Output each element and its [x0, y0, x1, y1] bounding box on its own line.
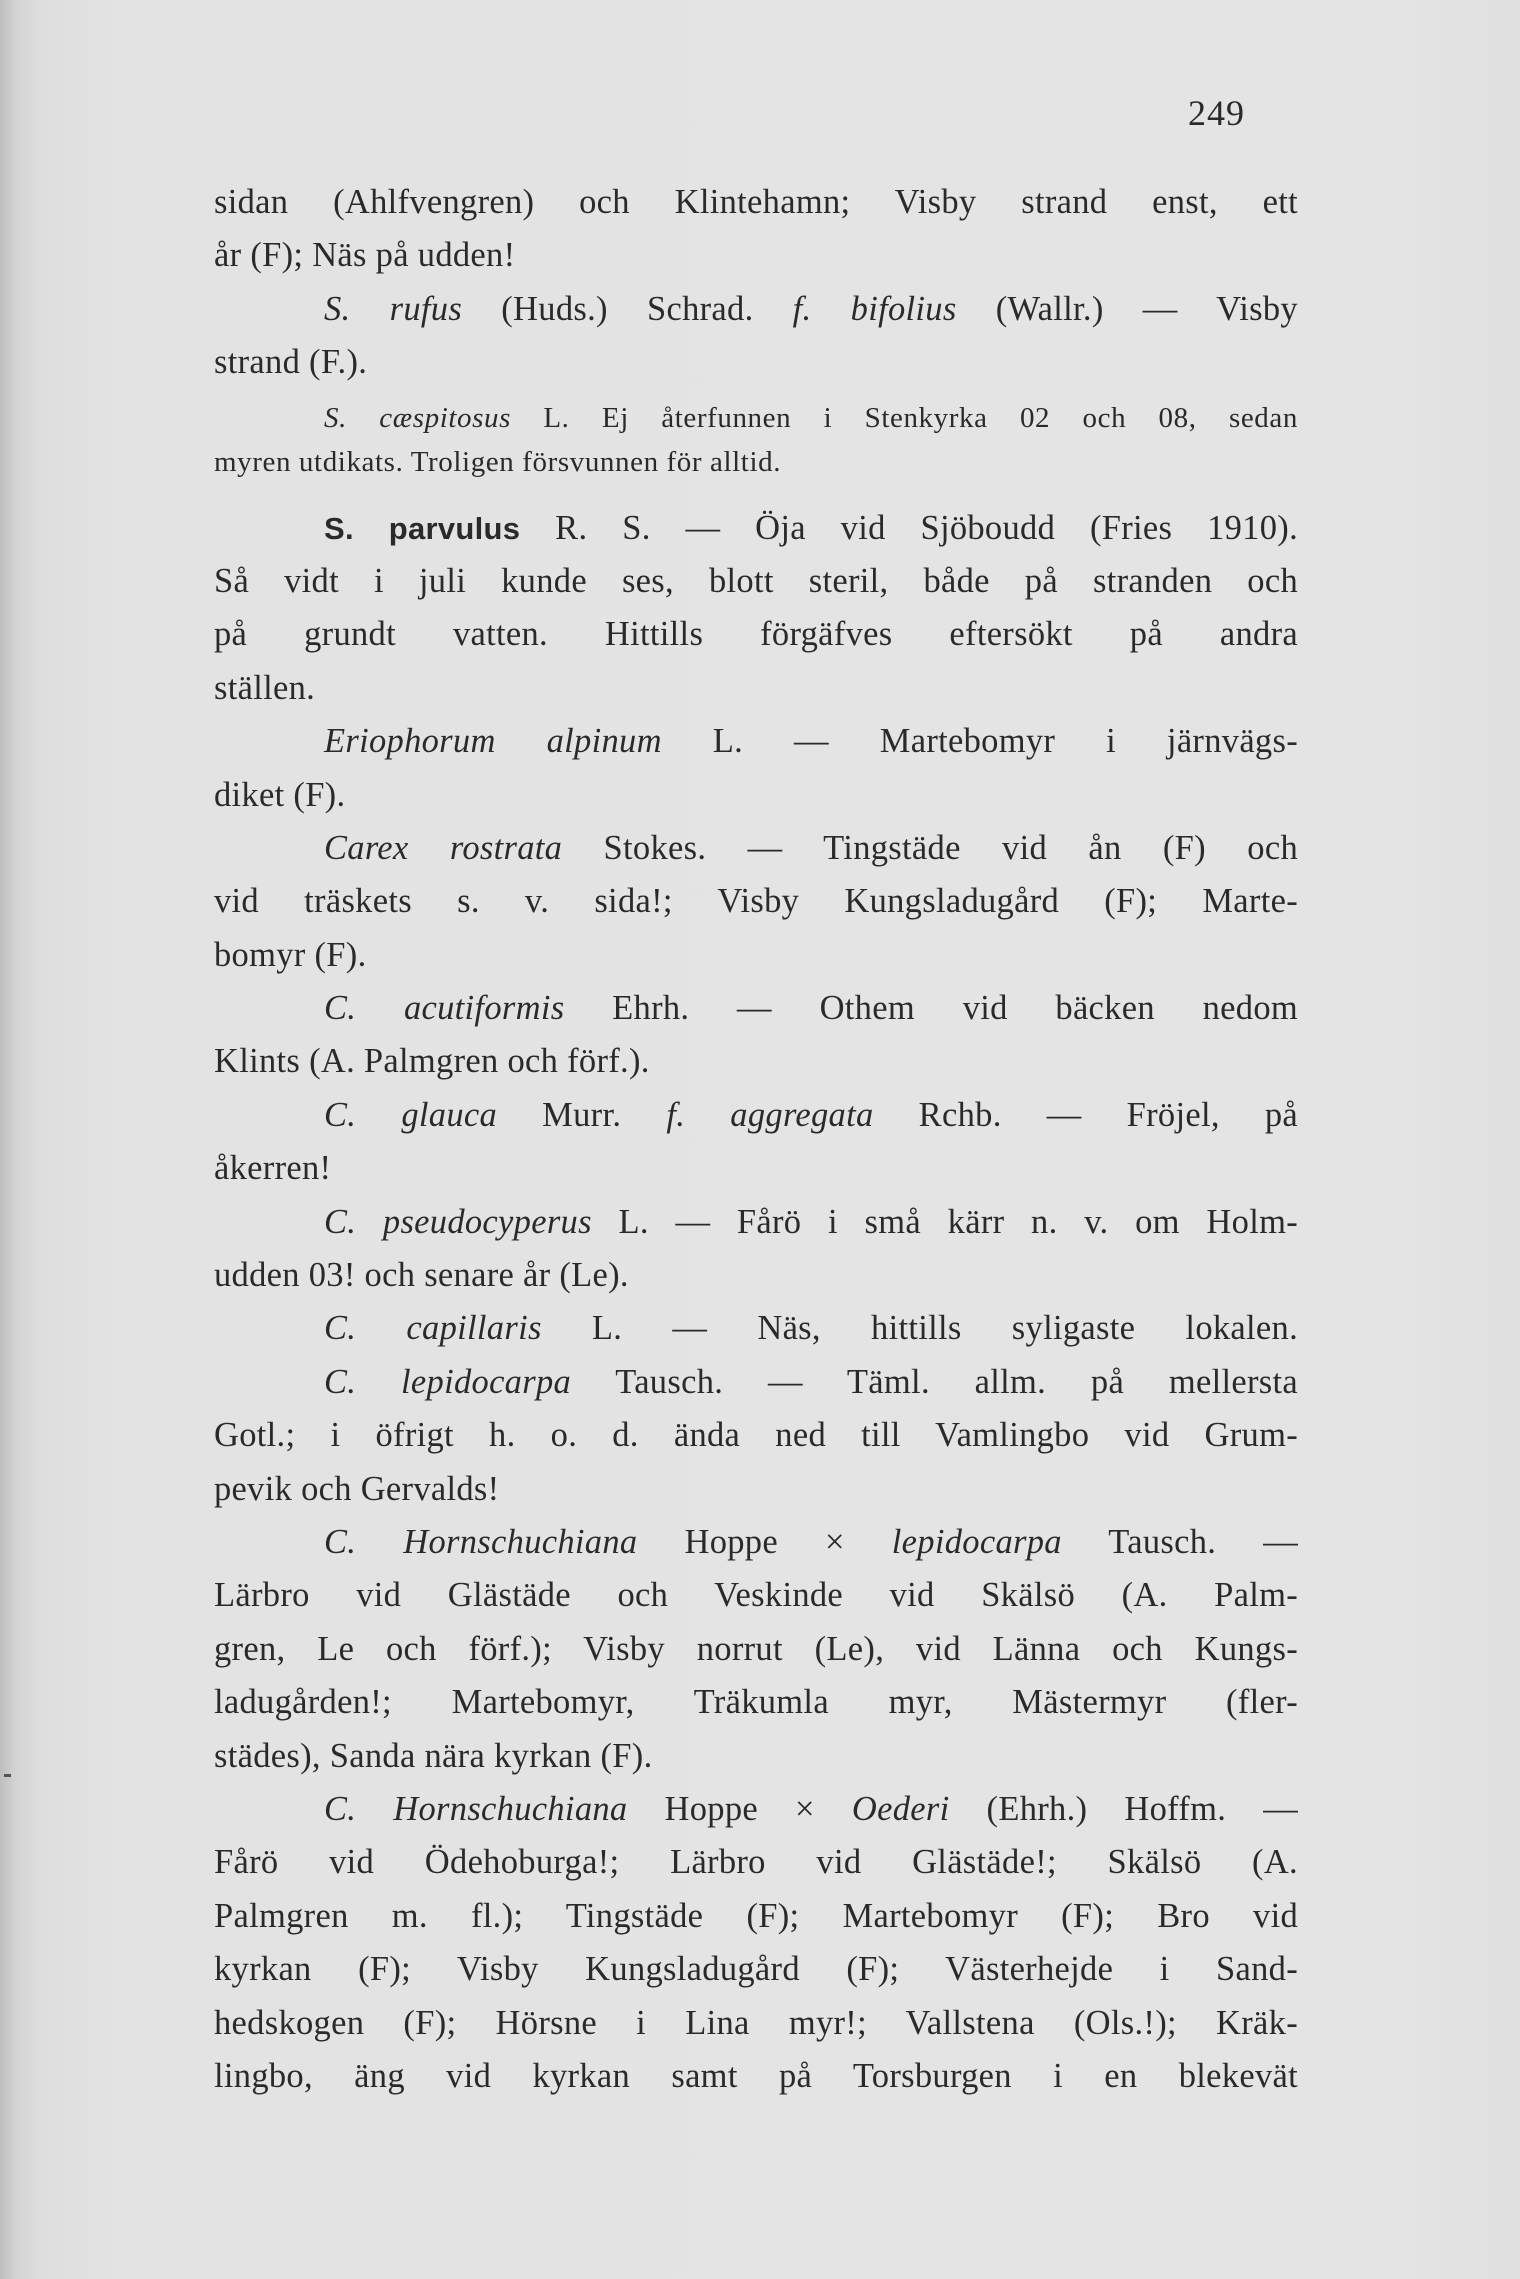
taxon-hybrid-parent: lepidocarpa [891, 1522, 1062, 1561]
text-line: åkerren! [214, 1149, 332, 1188]
text-line: sidan (Ahlfvengren) och Klintehamn; Visby strand enst, ett [214, 183, 1298, 221]
taxon-name: C. acutiformis [324, 989, 565, 1028]
taxon-name: S. cæspitosus [324, 401, 511, 434]
species-entry-line: C. Hornschuchiana Hoppe × Oederi (Ehrh.) Hoffm. — [324, 1789, 1298, 1828]
text-line: Palmgren m. fl.); Tingstäde (F); Martebomyr (F); Bro vid [214, 1896, 1298, 1935]
taxon-name-bold: S. parvulus [324, 510, 521, 546]
species-entry-line: C. pseudocyperus L. — Fårö i små kärr n. v. om Holm- [324, 1202, 1298, 1241]
taxon-hybrid-parent: Oederi [851, 1789, 950, 1828]
taxon-form: f. aggregata [666, 1095, 874, 1134]
text-line: lingbo, äng vid kyrkan samt på Torsburgen i en blekevät [214, 2056, 1298, 2095]
species-entry-line: S. parvulus R. S. — Öja vid Sjöboudd (Fries 1910). [324, 508, 1298, 547]
text-line: strand (F.). [214, 343, 368, 382]
text-line: kyrkan (F); Visby Kungsladugård (F); Västerhejde i Sand- [214, 1950, 1298, 1989]
species-entry-line: Carex rostrata Stokes. — Tingstäde vid ån (F) och [324, 828, 1298, 867]
species-entry-line: S. rufus (Huds.) Schrad. f. bifolius (Wallr.) — Visby [324, 289, 1298, 328]
text-line: ladugården!; Martebomyr, Träkumla myr, Mästermyr (fler- [214, 1683, 1298, 1722]
scan-mark [4, 1774, 11, 1777]
taxon-name: S. rufus [324, 289, 463, 328]
species-entry-line: C. capillaris L. — Näs, hittills syligaste lokalen. [324, 1309, 1298, 1348]
species-entry-line: C. lepidocarpa Tausch. — Täml. allm. på mellersta [324, 1362, 1298, 1401]
taxon-name: Eriophorum alpinum [324, 722, 662, 761]
species-entry-line: S. cæspitosus L. Ej återfunnen i Stenkyrka 02 och 08, sedan [324, 401, 1298, 434]
species-entry-line: C. Hornschuchiana Hoppe × lepidocarpa Tausch. — [324, 1522, 1299, 1561]
page-number: 249 [1188, 93, 1245, 133]
text-line: hedskogen (F); Hörsne i Lina myr!; Vallstena (Ols.!); Kräk- [214, 2003, 1298, 2042]
species-entry-line: C. acutiformis Ehrh. — Othem vid bäcken nedom [324, 989, 1298, 1028]
text-line: Fårö vid Ödehoburga!; Lärbro vid Glästäde!; Skälsö (A. [214, 1843, 1298, 1882]
text-line: pevik och Gervalds! [214, 1469, 500, 1508]
text-line: ställen. [214, 668, 316, 707]
taxon-name: Carex rostrata [324, 828, 563, 867]
text-line: Så vidt i juli kunde ses, blott steril, både på stranden och [214, 561, 1298, 600]
text-line: diket (F). [214, 775, 346, 814]
taxon-name: C. glauca [324, 1095, 498, 1134]
species-entry-line: C. glauca Murr. f. aggregata Rchb. — Fröjel, på [324, 1095, 1299, 1134]
text-line: vid träskets s. v. sida!; Visby Kungsladugård (F); Marte- [214, 882, 1298, 921]
text-line: år (F); Näs på udden! [214, 236, 516, 275]
taxon-form: f. bifolius [792, 289, 957, 328]
taxon-name: C. Hornschuchiana [324, 1789, 628, 1828]
text-line: Klints (A. Palmgren och förf.). [214, 1042, 650, 1081]
text-line: Gotl.; i öfrigt h. o. d. ända ned till Vamlingbo vid Grum- [214, 1416, 1298, 1455]
species-entry-line: Eriophorum alpinum L. — Martebomyr i järnvägs- [324, 722, 1299, 761]
text-line: på grundt vatten. Hittills förgäfves eftersökt på andra [214, 615, 1298, 654]
text-line: bomyr (F). [214, 935, 367, 974]
taxon-name: C. Hornschuchiana [324, 1522, 638, 1561]
text-line: gren, Le och förf.); Visby norrut (Le), vid Länna och Kungs- [214, 1629, 1298, 1668]
text-line: Lärbro vid Glästäde och Veskinde vid Skälsö (A. Palm- [214, 1576, 1298, 1615]
text-line: myren utdikats. Troligen försvunnen för alltid. [214, 445, 782, 478]
text-line: udden 03! och senare år (Le). [214, 1256, 629, 1295]
text-line: städes), Sanda nära kyrkan (F). [214, 1736, 653, 1775]
taxon-name: C. pseudocyperus [324, 1202, 592, 1241]
taxon-name: C. lepidocarpa [324, 1362, 572, 1401]
taxon-name: C. capillaris [324, 1309, 542, 1348]
body-text [214, 176, 1298, 2103]
